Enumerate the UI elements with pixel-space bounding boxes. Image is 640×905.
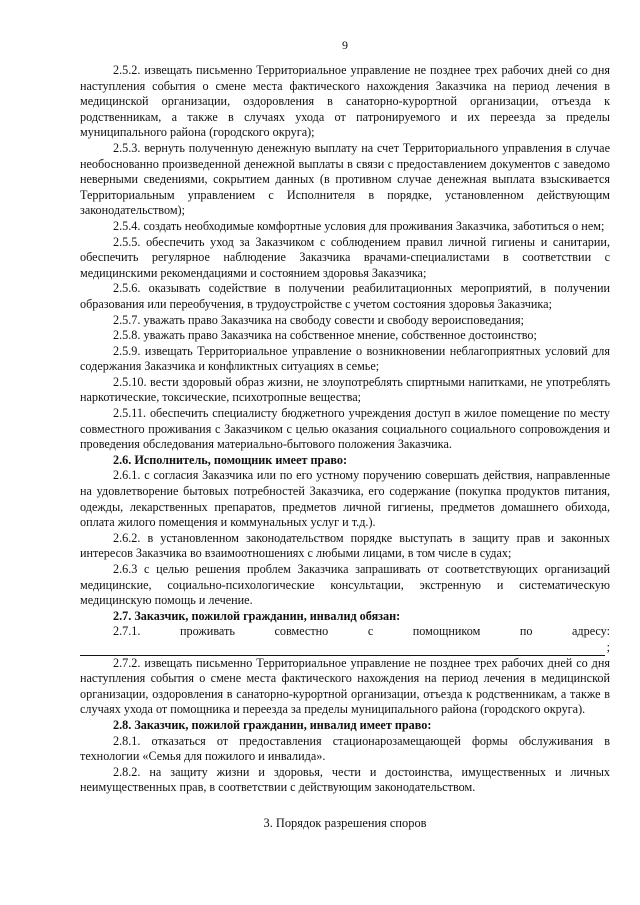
clause-paragraph: 2.5.7. уважать право Заказчика на свободу совести и свободу вероисповедания;	[113, 312, 524, 327]
contract-clauses-bottom	[80, 656, 610, 796]
clause-heading: 2.8. Заказчик, пожилой гражданин, инвалид имеет право:	[113, 717, 432, 732]
clause-paragraph: 2.8.2. на защиту жизни и здоровья, чести и достоинства, имущественных и личных неимущественных прав, в соответствии с действующим законодательством.	[80, 764, 610, 795]
clause-paragraph: 2.6.1. с согласия Заказчика или по его устному поручению совершать действия, направленные на удовлетворение бытовых потребностей Заказчика, его содержание (покупка продуктов питания, одежды, лекарственных препаратов, предметов личной гигиены, предметов домашнего обихода, оплата жилого помещения и коммунальных услуг и т.д.).	[80, 468, 610, 530]
address-clause	[80, 624, 610, 655]
clause-paragraph: 2.5.8. уважать право Заказчика на собственное мнение, собственное достоинство;	[113, 328, 537, 343]
contract-clauses-top	[80, 63, 610, 624]
clause-paragraph: 2.5.10. вести здоровый образ жизни, не злоупотреблять спиртными напитками, не употреблять наркотические, токсические, психотропные вещества;	[80, 374, 610, 405]
address-blank	[80, 643, 605, 656]
clause-paragraph: 2.7.2. извещать письменно Территориальное управление не позднее трех рабочих дней со дня наступления события о смене места фактического нахождения на период лечения в медицинской организации, оздоровления в санаторно-курортной организации, отъезда к родственникам, а также в случаях ухода от помощника и переезда за пределы муниципального района (городского округа).	[80, 655, 610, 717]
clause-paragraph: 2.5.5. обеспечить уход за Заказчиком с соблюдением правил личной гигиены и санитарии, обеспечить регулярное наблюдение Заказчика врачами-специалистами в соответствии с медицинскими рекомендациями и состоянием здоровья Заказчика;	[80, 234, 610, 280]
clause-paragraph: 2.5.4. создать необходимые комфортные условия для проживания Заказчика, заботиться о нем;	[113, 218, 605, 233]
clause-paragraph: 2.5.11. обеспечить специалисту бюджетного учреждения доступ в жилое помещение по месту совместного проживания с Заказчиком с целью оказания социального социального сопровождения и проведения обследования материально-бытового положения Заказчика.	[80, 406, 610, 452]
address-clause-word: по	[519, 624, 533, 639]
clause-paragraph: 2.5.9. извещать Территориальное управление о возникновении неблагоприятных условий для содержания Заказчика и конфликтных ситуациях в семье;	[80, 343, 610, 374]
address-clause-words	[80, 624, 610, 640]
section-heading: 3. Порядок разрешения споров	[263, 815, 427, 830]
address-clause-word: 2.7.1.	[113, 624, 141, 639]
clause-paragraph: 2.5.3. вернуть полученную денежную выплату на счет Территориального управления в случае необоснованно произведенной денежной выплаты в связи с предоставлением документов с заведомо неверными сведениями, сокрытием данных (в противном случае денежная выплата взыскивается Территориальным управлением с Исполнителя в порядке, установленном действующим законодательством);	[80, 140, 610, 218]
address-clause-word: совместно	[274, 624, 329, 639]
clause-paragraph: 2.6.3 с целью решения проблем Заказчика запрашивать от соответствующих организаций медицинские, социально-психологические консультации, экстренную и систематическую медицинскую помощь и лечение.	[80, 562, 610, 608]
page-number: 9	[342, 38, 348, 52]
address-clause-word: с	[367, 624, 374, 639]
clause-paragraph: 2.5.6. оказывать содействие в получении реабилитационных мероприятий, в получении образования или переобучения, в трудоустройстве с учетом состояния здоровья Заказчика;	[80, 281, 610, 311]
address-clause-word: проживать	[179, 624, 235, 639]
clause-heading: 2.6. Исполнитель, помощник имеет право:	[113, 452, 348, 467]
clause-paragraph: 2.6.2. в установленном законодательством порядке выступать в защиту прав и законных интересов Заказчика во взаимоотношениях с любыми лицами, в том числе в судах;	[80, 530, 610, 561]
clause-heading: 2.7. Заказчик, пожилой гражданин, инвалид обязан:	[113, 608, 401, 623]
address-clause-word: помощником	[412, 624, 481, 639]
address-fill-line	[80, 640, 610, 656]
clause-paragraph: 2.5.2. извещать письменно Территориальное управление не позднее трех рабочих дней со дня наступления события о смене места фактического нахождения Заказчика на период лечения в медицинской организации, оздоровления в санаторно-курортной организации, отъезда к родственникам, а также в случаях ухода от патронируемого и их переезда за пределы муниципального района (городского округа);	[80, 63, 610, 140]
address-clause-end: ;	[606, 639, 610, 654]
address-clause-word: адресу:	[572, 624, 610, 639]
clause-paragraph: 2.8.1. отказаться от предоставления стационарозамещающей формы обслуживания в технологии «Семья для пожилого и инвалида».	[80, 733, 610, 764]
